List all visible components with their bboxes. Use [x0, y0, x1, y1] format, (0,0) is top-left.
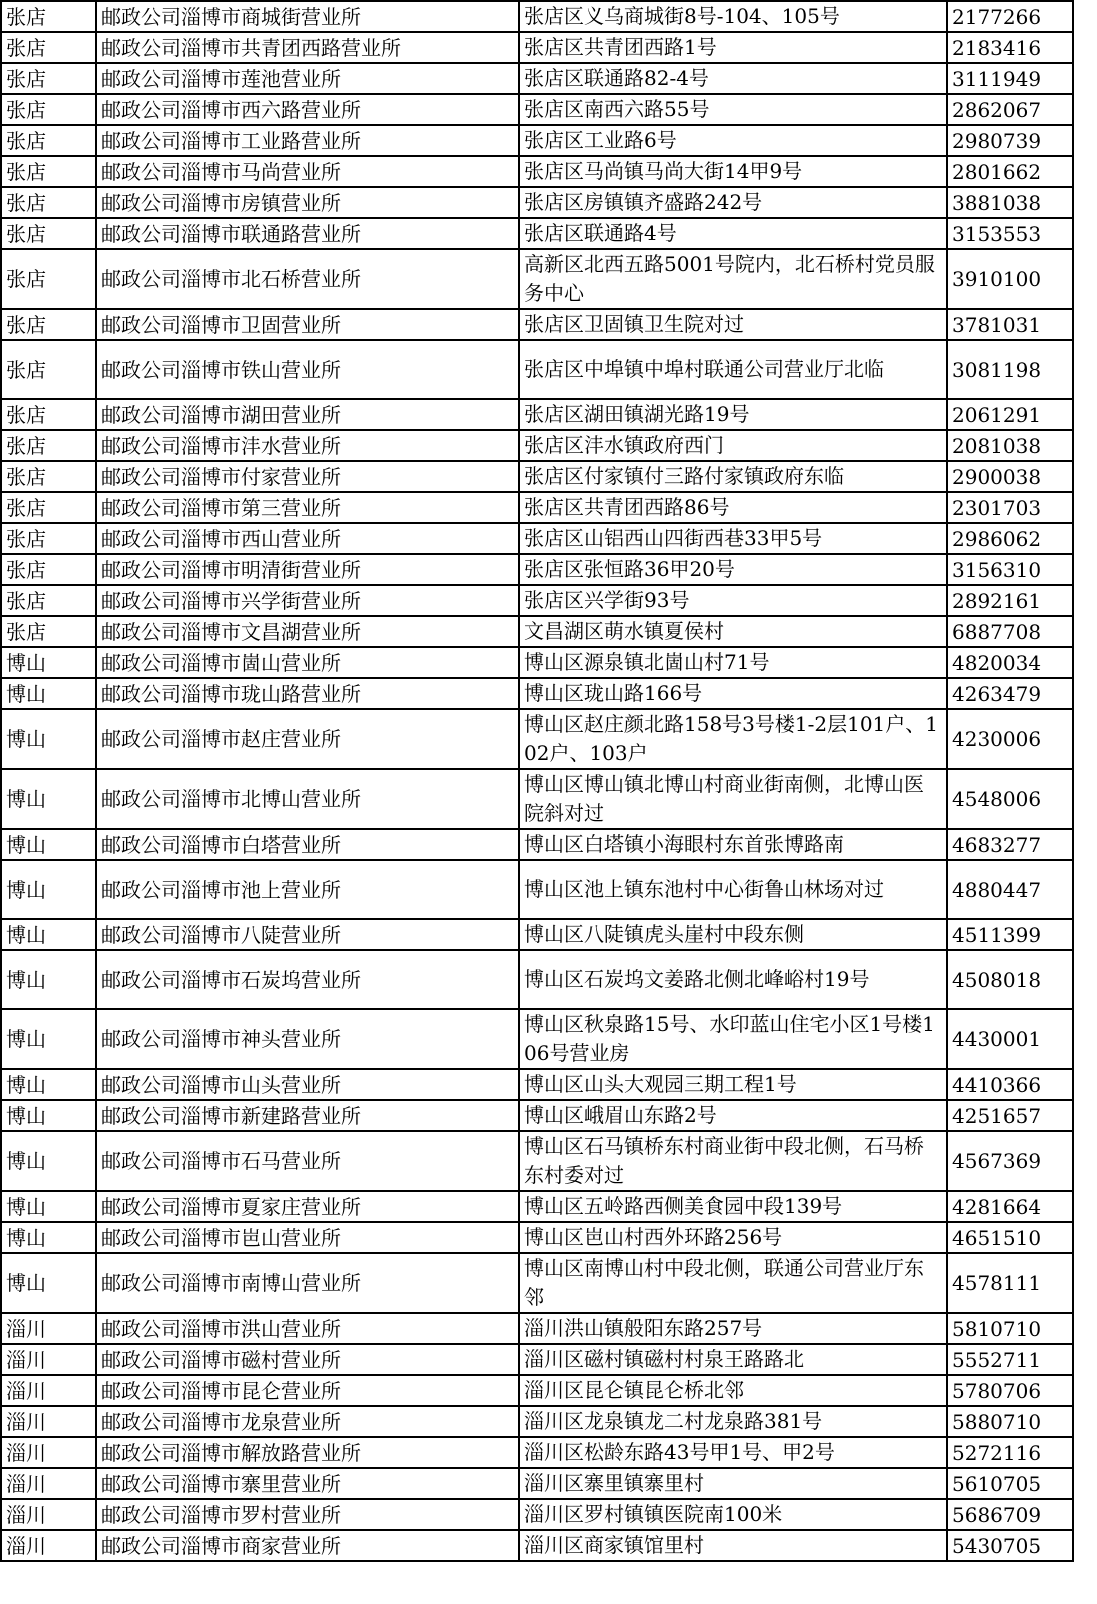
- phone-cell: 4820034: [947, 647, 1073, 678]
- table-row: [1, 769, 1073, 829]
- phone-cell: 3781031: [947, 309, 1073, 340]
- table-row: [1, 1313, 1073, 1344]
- table-row: [1, 430, 1073, 461]
- office-name-cell: 邮政公司淄博市磁村营业所: [96, 1344, 519, 1375]
- phone-cell: 5880710: [947, 1406, 1073, 1437]
- address-cell: 张店区共青团西路1号: [519, 32, 947, 63]
- district-cell: 淄川: [1, 1499, 96, 1530]
- district-cell: 张店: [1, 461, 96, 492]
- phone-cell: 4430001: [947, 1009, 1073, 1069]
- phone-cell: 4230006: [947, 709, 1073, 769]
- phone-cell: 5552711: [947, 1344, 1073, 1375]
- district-cell: 淄川: [1, 1468, 96, 1499]
- address-cell: 博山区源泉镇北崮山村71号: [519, 647, 947, 678]
- office-name-cell: 邮政公司淄博市商家营业所: [96, 1530, 519, 1561]
- table-row: [1, 399, 1073, 430]
- district-cell: 淄川: [1, 1313, 96, 1344]
- district-cell: 淄川: [1, 1375, 96, 1406]
- district-cell: 张店: [1, 523, 96, 554]
- office-name-cell: 邮政公司淄博市山头营业所: [96, 1069, 519, 1100]
- office-name-cell: 邮政公司淄博市共青团西路营业所: [96, 32, 519, 63]
- district-cell: 博山: [1, 678, 96, 709]
- phone-cell: 2862067: [947, 94, 1073, 125]
- table-row: [1, 1222, 1073, 1253]
- table-row: [1, 709, 1073, 769]
- district-cell: 淄川: [1, 1406, 96, 1437]
- office-name-cell: 邮政公司淄博市房镇营业所: [96, 187, 519, 218]
- office-name-cell: 邮政公司淄博市昆仑营业所: [96, 1375, 519, 1406]
- office-name-cell: 邮政公司淄博市文昌湖营业所: [96, 616, 519, 647]
- district-cell: 博山: [1, 1191, 96, 1222]
- address-cell: 博山区赵庄颜北路158号3号楼1-2层101户、102户、103户: [519, 709, 947, 769]
- address-cell: 博山区石马镇桥东村商业街中段北侧，石马桥东村委对过: [519, 1131, 947, 1191]
- phone-cell: 3881038: [947, 187, 1073, 218]
- district-cell: 张店: [1, 585, 96, 616]
- district-cell: 博山: [1, 860, 96, 919]
- office-name-cell: 邮政公司淄博市湖田营业所: [96, 399, 519, 430]
- phone-cell: 4251657: [947, 1100, 1073, 1131]
- table-row: [1, 63, 1073, 94]
- phone-cell: 2081038: [947, 430, 1073, 461]
- address-cell: 博山区博山镇北博山村商业街南侧，北博山医院斜对过: [519, 769, 947, 829]
- address-cell: 张店区张恒路36甲20号: [519, 554, 947, 585]
- address-cell: 淄川区昆仑镇昆仑桥北邻: [519, 1375, 947, 1406]
- address-cell: 张店区联通路82-4号: [519, 63, 947, 94]
- phone-cell: 2301703: [947, 492, 1073, 523]
- phone-cell: 5810710: [947, 1313, 1073, 1344]
- table-row: [1, 461, 1073, 492]
- address-cell: 博山区岜山村西外环路256号: [519, 1222, 947, 1253]
- address-cell: 张店区卫固镇卫生院对过: [519, 309, 947, 340]
- office-name-cell: 邮政公司淄博市卫固营业所: [96, 309, 519, 340]
- phone-cell: 3153553: [947, 218, 1073, 249]
- office-name-cell: 邮政公司淄博市珑山路营业所: [96, 678, 519, 709]
- address-cell: 张店区共青团西路86号: [519, 492, 947, 523]
- address-cell: 张店区联通路4号: [519, 218, 947, 249]
- address-cell: 博山区山头大观园三期工程1号: [519, 1069, 947, 1100]
- address-cell: 张店区工业路6号: [519, 125, 947, 156]
- phone-cell: 4281664: [947, 1191, 1073, 1222]
- table-body: [1, 1, 1073, 1561]
- office-name-cell: 邮政公司淄博市铁山营业所: [96, 340, 519, 399]
- phone-cell: 4410366: [947, 1069, 1073, 1100]
- district-cell: 张店: [1, 492, 96, 523]
- table-row: [1, 1191, 1073, 1222]
- phone-cell: 4508018: [947, 950, 1073, 1009]
- district-cell: 张店: [1, 616, 96, 647]
- table-row: [1, 1468, 1073, 1499]
- table-row: [1, 647, 1073, 678]
- table-row: [1, 1530, 1073, 1561]
- table-row: [1, 1253, 1073, 1313]
- table-row: [1, 1437, 1073, 1468]
- phone-cell: 3910100: [947, 249, 1073, 309]
- table-row: [1, 1100, 1073, 1131]
- table-row: [1, 950, 1073, 1009]
- address-cell: 文昌湖区萌水镇夏侯村: [519, 616, 947, 647]
- district-cell: 张店: [1, 399, 96, 430]
- phone-cell: 4651510: [947, 1222, 1073, 1253]
- district-cell: 张店: [1, 1, 96, 32]
- phone-cell: 4683277: [947, 829, 1073, 860]
- address-cell: 张店区山铝西山四街西巷33甲5号: [519, 523, 947, 554]
- office-name-cell: 邮政公司淄博市白塔营业所: [96, 829, 519, 860]
- district-cell: 淄川: [1, 1344, 96, 1375]
- table-row: [1, 249, 1073, 309]
- office-name-cell: 邮政公司淄博市西山营业所: [96, 523, 519, 554]
- district-cell: 博山: [1, 709, 96, 769]
- table-row: [1, 156, 1073, 187]
- district-cell: 张店: [1, 430, 96, 461]
- district-cell: 博山: [1, 647, 96, 678]
- district-cell: 博山: [1, 1009, 96, 1069]
- office-name-cell: 邮政公司淄博市沣水营业所: [96, 430, 519, 461]
- table-row: [1, 309, 1073, 340]
- office-name-cell: 邮政公司淄博市洪山营业所: [96, 1313, 519, 1344]
- address-cell: 博山区池上镇东池村中心街鲁山林场对过: [519, 860, 947, 919]
- district-cell: 淄川: [1, 1530, 96, 1561]
- address-cell: 博山区峨眉山东路2号: [519, 1100, 947, 1131]
- district-cell: 张店: [1, 125, 96, 156]
- table-row: [1, 829, 1073, 860]
- address-cell: 张店区马尚镇马尚大街14甲9号: [519, 156, 947, 187]
- district-cell: 张店: [1, 156, 96, 187]
- address-cell: 博山区秋泉路15号、水印蓝山住宅小区1号楼106号营业房: [519, 1009, 947, 1069]
- phone-cell: 5780706: [947, 1375, 1073, 1406]
- address-cell: 博山区八陡镇虎头崖村中段东侧: [519, 919, 947, 950]
- office-name-cell: 邮政公司淄博市兴学街营业所: [96, 585, 519, 616]
- district-cell: 博山: [1, 1100, 96, 1131]
- district-cell: 博山: [1, 829, 96, 860]
- district-cell: 博山: [1, 1069, 96, 1100]
- table-row: [1, 585, 1073, 616]
- address-cell: 张店区湖田镇湖光路19号: [519, 399, 947, 430]
- office-name-cell: 邮政公司淄博市付家营业所: [96, 461, 519, 492]
- address-cell: 淄川洪山镇般阳东路257号: [519, 1313, 947, 1344]
- office-name-cell: 邮政公司淄博市明清街营业所: [96, 554, 519, 585]
- address-cell: 张店区付家镇付三路付家镇政府东临: [519, 461, 947, 492]
- phone-cell: 2801662: [947, 156, 1073, 187]
- phone-cell: 3111949: [947, 63, 1073, 94]
- district-cell: 张店: [1, 340, 96, 399]
- address-cell: 高新区北西五路5001号院内，北石桥村党员服务中心: [519, 249, 947, 309]
- phone-cell: 6887708: [947, 616, 1073, 647]
- phone-cell: 4263479: [947, 678, 1073, 709]
- phone-cell: 4548006: [947, 769, 1073, 829]
- office-name-cell: 邮政公司淄博市寨里营业所: [96, 1468, 519, 1499]
- office-name-cell: 邮政公司淄博市马尚营业所: [96, 156, 519, 187]
- district-cell: 张店: [1, 218, 96, 249]
- office-name-cell: 邮政公司淄博市神头营业所: [96, 1009, 519, 1069]
- address-cell: 博山区石炭坞文姜路北侧北峰峪村19号: [519, 950, 947, 1009]
- office-name-cell: 邮政公司淄博市第三营业所: [96, 492, 519, 523]
- office-name-cell: 邮政公司淄博市罗村营业所: [96, 1499, 519, 1530]
- address-cell: 淄川区商家镇馆里村: [519, 1530, 947, 1561]
- district-cell: 博山: [1, 769, 96, 829]
- office-name-cell: 邮政公司淄博市南博山营业所: [96, 1253, 519, 1313]
- address-cell: 张店区中埠镇中埠村联通公司营业厅北临: [519, 340, 947, 399]
- office-name-cell: 邮政公司淄博市石马营业所: [96, 1131, 519, 1191]
- address-cell: 博山区五岭路西侧美食园中段139号: [519, 1191, 947, 1222]
- table-row: [1, 1069, 1073, 1100]
- phone-cell: 3156310: [947, 554, 1073, 585]
- district-cell: 张店: [1, 554, 96, 585]
- phone-cell: 5272116: [947, 1437, 1073, 1468]
- district-cell: 张店: [1, 63, 96, 94]
- table-row: [1, 554, 1073, 585]
- district-cell: 博山: [1, 1253, 96, 1313]
- district-cell: 博山: [1, 919, 96, 950]
- phone-cell: 2892161: [947, 585, 1073, 616]
- district-cell: 张店: [1, 249, 96, 309]
- phone-cell: 2980739: [947, 125, 1073, 156]
- address-cell: 淄川区磁村镇磁村村泉王路路北: [519, 1344, 947, 1375]
- district-cell: 张店: [1, 309, 96, 340]
- phone-cell: 3081198: [947, 340, 1073, 399]
- table-row: [1, 218, 1073, 249]
- address-cell: 博山区珑山路166号: [519, 678, 947, 709]
- district-cell: 张店: [1, 32, 96, 63]
- phone-cell: 4880447: [947, 860, 1073, 919]
- office-name-cell: 邮政公司淄博市夏家庄营业所: [96, 1191, 519, 1222]
- office-name-cell: 邮政公司淄博市崮山营业所: [96, 647, 519, 678]
- table-row: [1, 919, 1073, 950]
- table-row: [1, 1499, 1073, 1530]
- phone-cell: 2986062: [947, 523, 1073, 554]
- phone-cell: 4567369: [947, 1131, 1073, 1191]
- address-cell: 淄川区寨里镇寨里村: [519, 1468, 947, 1499]
- district-cell: 张店: [1, 187, 96, 218]
- table-row: [1, 94, 1073, 125]
- table-row: [1, 492, 1073, 523]
- office-name-cell: 邮政公司淄博市赵庄营业所: [96, 709, 519, 769]
- address-cell: 张店区义乌商城街8号-104、105号: [519, 1, 947, 32]
- address-cell: 张店区兴学街93号: [519, 585, 947, 616]
- office-name-cell: 邮政公司淄博市北博山营业所: [96, 769, 519, 829]
- district-cell: 博山: [1, 950, 96, 1009]
- address-cell: 博山区南博山村中段北侧，联通公司营业厅东邻: [519, 1253, 947, 1313]
- address-cell: 博山区白塔镇小海眼村东首张博路南: [519, 829, 947, 860]
- table-row: [1, 32, 1073, 63]
- office-name-cell: 邮政公司淄博市联通路营业所: [96, 218, 519, 249]
- office-name-cell: 邮政公司淄博市新建路营业所: [96, 1100, 519, 1131]
- address-cell: 张店区房镇镇齐盛路242号: [519, 187, 947, 218]
- table-row: [1, 1375, 1073, 1406]
- phone-cell: 2183416: [947, 32, 1073, 63]
- office-name-cell: 邮政公司淄博市工业路营业所: [96, 125, 519, 156]
- table-row: [1, 340, 1073, 399]
- table-row: [1, 523, 1073, 554]
- address-cell: 淄川区龙泉镇龙二村龙泉路381号: [519, 1406, 947, 1437]
- address-cell: 张店区沣水镇政府西门: [519, 430, 947, 461]
- office-name-cell: 邮政公司淄博市商城街营业所: [96, 1, 519, 32]
- phone-cell: 5686709: [947, 1499, 1073, 1530]
- district-cell: 淄川: [1, 1437, 96, 1468]
- office-name-cell: 邮政公司淄博市北石桥营业所: [96, 249, 519, 309]
- office-name-cell: 邮政公司淄博市池上营业所: [96, 860, 519, 919]
- table-row: [1, 1131, 1073, 1191]
- table-row: [1, 678, 1073, 709]
- table-row: [1, 616, 1073, 647]
- table-row: [1, 1009, 1073, 1069]
- office-name-cell: 邮政公司淄博市石炭坞营业所: [96, 950, 519, 1009]
- address-cell: 淄川区松龄东路43号甲1号、甲2号: [519, 1437, 947, 1468]
- phone-cell: 2900038: [947, 461, 1073, 492]
- phone-cell: 5610705: [947, 1468, 1073, 1499]
- phone-cell: 2061291: [947, 399, 1073, 430]
- district-cell: 张店: [1, 94, 96, 125]
- office-name-cell: 邮政公司淄博市莲池营业所: [96, 63, 519, 94]
- address-cell: 张店区南西六路55号: [519, 94, 947, 125]
- office-name-cell: 邮政公司淄博市岜山营业所: [96, 1222, 519, 1253]
- phone-cell: 4511399: [947, 919, 1073, 950]
- office-name-cell: 邮政公司淄博市八陡营业所: [96, 919, 519, 950]
- office-name-cell: 邮政公司淄博市西六路营业所: [96, 94, 519, 125]
- table-row: [1, 1344, 1073, 1375]
- table-row: [1, 860, 1073, 919]
- phone-cell: 2177266: [947, 1, 1073, 32]
- table-row: [1, 1406, 1073, 1437]
- table-row: [1, 1, 1073, 32]
- table-row: [1, 187, 1073, 218]
- phone-cell: 4578111: [947, 1253, 1073, 1313]
- office-name-cell: 邮政公司淄博市解放路营业所: [96, 1437, 519, 1468]
- address-cell: 淄川区罗村镇镇医院南100米: [519, 1499, 947, 1530]
- table-row: [1, 125, 1073, 156]
- office-name-cell: 邮政公司淄博市龙泉营业所: [96, 1406, 519, 1437]
- phone-cell: 5430705: [947, 1530, 1073, 1561]
- district-cell: 博山: [1, 1131, 96, 1191]
- district-cell: 博山: [1, 1222, 96, 1253]
